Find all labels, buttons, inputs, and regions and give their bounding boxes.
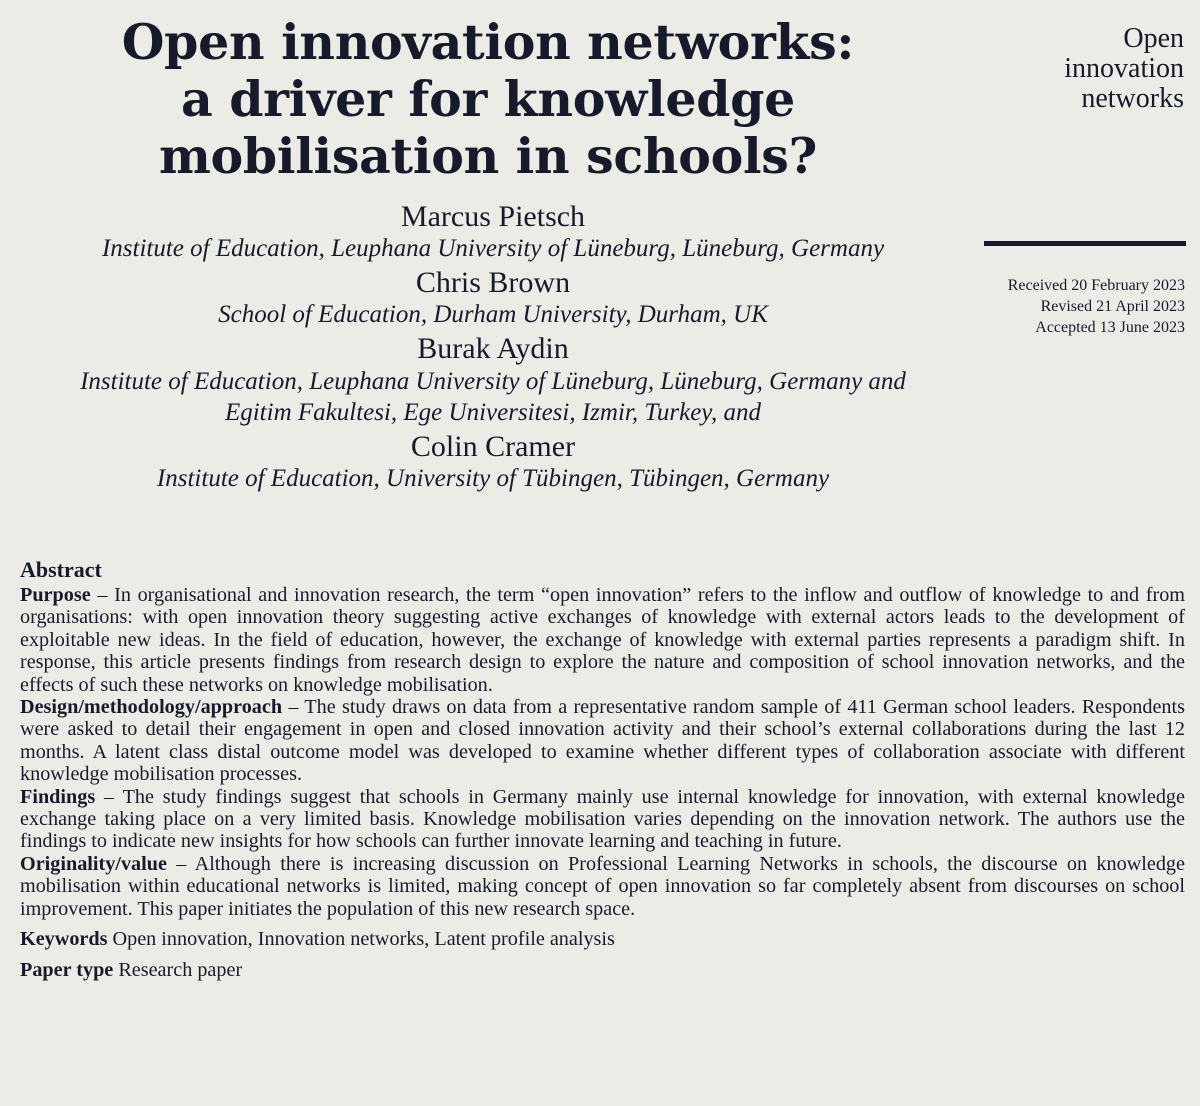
section-label: Design/methodology/approach (20, 696, 283, 719)
section-separator: – (95, 785, 123, 808)
author-name: Marcus Pietsch (400, 200, 586, 233)
running-head (984, 24, 1184, 114)
author-name: Colin Cramer (410, 430, 576, 463)
section-label: Originality/value (20, 852, 167, 875)
running-head-line: Open (1123, 23, 1184, 54)
author-affiliation: Institute of Education, Leuphana University of Lüneburg, Lüneburg, Germany (101, 235, 885, 262)
received-date: Received 20 February 2023 (1007, 277, 1185, 294)
running-head-line: networks (1081, 83, 1184, 114)
section-text: The study draws on data from a representative random sample of 411 German school leaders. Respondents were asked to detail their engagement in open and closed innovation activity and their school’s external collaborations during the last 12 months. A latent class distal outcome model was developed to examine whether different types of collaboration associate with different knowledge mobilisation processes. (20, 696, 1185, 786)
section-separator: – (282, 696, 305, 719)
paper-type (20, 959, 1185, 981)
author-affiliation (0, 366, 986, 397)
section-label: Purpose (20, 584, 91, 606)
section-separator: – (90, 584, 115, 606)
section-separator: – (166, 852, 195, 875)
keywords (20, 928, 1185, 950)
paper-title (0, 14, 976, 185)
abstract-purpose (20, 584, 1185, 696)
section-label: Findings (20, 785, 96, 808)
running-head-line: innovation (1064, 53, 1184, 84)
paper-type-label: Paper type (20, 959, 114, 982)
revised-date: Revised 21 April 2023 (1040, 298, 1185, 315)
section-text: The study findings suggest that schools in Germany mainly use internal knowledge for innovation, with external knowledge exchange taking place on a very limited basis. Knowledge mobilisation varies depending on the innovation network. The authors use the findings to indicate new insights for how schools can further innovate learning and teaching in future. (20, 785, 1185, 853)
abstract (20, 556, 1185, 981)
title-line: mobilisation in schools? (158, 127, 817, 185)
keywords-label: Keywords (20, 928, 108, 951)
title-line: a driver for knowledge (181, 70, 795, 128)
abstract-findings (20, 786, 1185, 853)
affiliation-line: Egitim Fakultesi, Ege Universitesi, Izmir, Turkey, and (224, 399, 762, 426)
submission-dates (984, 275, 1185, 338)
author-affiliation: School of Education, Durham University, Durham, UK (218, 301, 768, 328)
author-affiliation: Institute of Education, University of Tübingen, Tübingen, Germany (156, 465, 830, 492)
abstract-design (20, 696, 1185, 786)
keywords-text: Open innovation, Innovation networks, Latent profile analysis (112, 928, 615, 951)
author-affiliation (0, 397, 986, 428)
abstract-originality (20, 853, 1185, 920)
title-line: Open innovation networks: (121, 13, 855, 71)
author-list (0, 200, 986, 496)
section-text: In organisational and innovation research, the term “open innovation” refers to the inflow and outflow of knowledge to and from organisations: with open innovation theory suggesting active exchanges of knowledge with external actors leads to the development of exploitable new ideas. In the field of education, however, the exchange of knowledge with external parties represents a paradigm shift. In response, this article presents findings from research design to explore the nature and composition of school innovation networks, and the effects of such these networks on knowledge mobilisation. (20, 584, 1185, 696)
abstract-heading: Abstract (20, 557, 102, 582)
paper-type-text: Research paper (118, 959, 243, 982)
divider-rule (984, 241, 1186, 246)
affiliation-line: Institute of Education, Leuphana University of Lüneburg, Lüneburg, Germany and (80, 368, 906, 395)
author-name: Chris Brown (415, 266, 571, 299)
accepted-date: Accepted 13 June 2023 (1035, 319, 1185, 336)
author-name: Burak Aydin (417, 332, 569, 365)
section-text: Although there is increasing discussion on Professional Learning Networks in schools, the discourse on knowledge mobilisation within educational networks is limited, making concept of open innovation so far completely absent from discourses on school improvement. This paper initiates the population of this new research space. (20, 852, 1185, 920)
